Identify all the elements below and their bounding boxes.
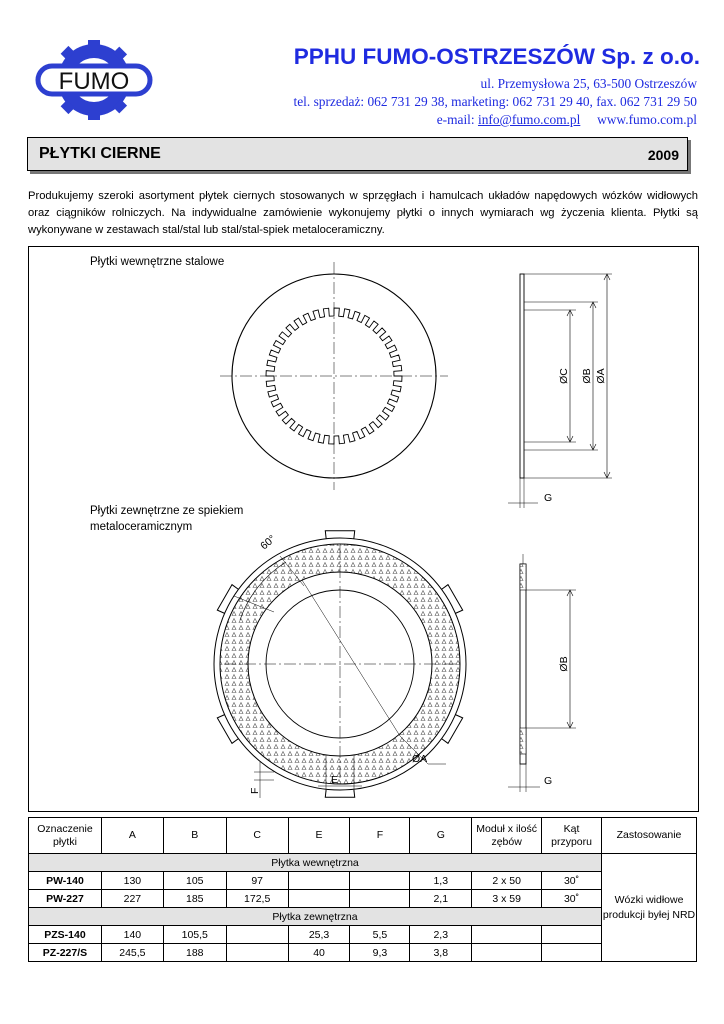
- cell-angle: [542, 926, 602, 944]
- company-phones: tel. sprzedaż: 062 731 29 38, marketing: 062 731 29 40, fax. 062 731 29 50: [293, 94, 697, 109]
- dim-a-label: ØA: [595, 368, 607, 384]
- group-label: Płytka wewnętrzna: [29, 854, 602, 872]
- cell-code: PZ-227/S: [29, 944, 102, 962]
- company-address: ul. Przemysłowa 25, 63-500 Ostrzeszów: [480, 76, 697, 91]
- cell-b: 105,5: [163, 926, 226, 944]
- table-row: [29, 890, 697, 908]
- dim-g-outer-label: G: [544, 775, 553, 787]
- specs-table: [28, 817, 697, 962]
- col-header-application: Zastosowanie: [602, 818, 697, 854]
- group-row-outer: [29, 908, 697, 926]
- cell-c: [226, 944, 288, 962]
- col-header-f: F: [350, 818, 410, 854]
- intro-paragraph: Produkujemy szeroki asortyment płytek ciernych stosowanych w sprzęgłach i hamulcach układów napędowych wózków widłowych oraz ciągników rolniczych. Na indywidualne zamówienie wykonujemy płytki o innych wymiarach wg życzenia klienta. Płytki są wykonywane w zestawach stal/stal lub stal/stal-spiek metaloceramiczny.: [28, 190, 698, 236]
- cell-a: 227: [101, 890, 163, 908]
- cell-g: 3,8: [410, 944, 472, 962]
- cell-code: PW-227: [29, 890, 102, 908]
- contact-line: [200, 112, 697, 128]
- cell-f: 5,5: [350, 926, 410, 944]
- cell-g: 1,3: [410, 872, 472, 890]
- dim-a-outer-label: ØA: [412, 753, 428, 765]
- col-header-a: A: [101, 818, 163, 854]
- dim-f-label: F: [249, 787, 261, 794]
- cell-g: 2,3: [410, 926, 472, 944]
- col-header-c: C: [226, 818, 288, 854]
- cell-c: 172,5: [226, 890, 288, 908]
- cell-module: 2 x 50: [472, 872, 542, 890]
- cell-a: 140: [101, 926, 163, 944]
- table-row: [29, 944, 697, 962]
- cell-angle: [542, 944, 602, 962]
- group-label: Płytka zewnętrzna: [29, 908, 602, 926]
- group-row-inner: [29, 854, 697, 872]
- dim-g-label: G: [544, 492, 553, 504]
- catalog-year: 2009: [647, 147, 679, 163]
- fumo-logo: [30, 40, 160, 120]
- application-cell: Wózki widłowe produkcji byłej NRD: [602, 854, 697, 962]
- dim-b-outer-label: ØB: [558, 656, 570, 672]
- angle-60-label: 60°: [258, 532, 279, 553]
- dim-b-label: ØB: [581, 368, 593, 384]
- cell-e: 25,3: [288, 926, 350, 944]
- col-header-angle: Kąt przyporu: [542, 818, 602, 854]
- email-link[interactable]: info@fumo.com.pl: [477, 112, 581, 127]
- cell-f: 9,3: [350, 944, 410, 962]
- cell-a: 245,5: [101, 944, 163, 962]
- outer-plate-caption: Płytki zewnętrzne ze spiekiem metaloceramicznym: [90, 505, 244, 533]
- cell-g: 2,1: [410, 890, 472, 908]
- website-link[interactable]: www.fumo.com.pl: [597, 112, 697, 127]
- technical-drawing: [28, 246, 699, 812]
- cell-c: 97: [226, 872, 288, 890]
- cell-module: [472, 944, 542, 962]
- col-header-e: E: [288, 818, 350, 854]
- cell-module: 3 x 59: [472, 890, 542, 908]
- cell-e: [288, 890, 350, 908]
- dim-c-label: ØC: [558, 368, 570, 384]
- outer-plate-side-view: [508, 554, 576, 792]
- inner-plate-front-view: [220, 262, 448, 490]
- cell-a: 130: [101, 872, 163, 890]
- cell-e: [288, 872, 350, 890]
- col-header-g: G: [410, 818, 472, 854]
- cell-b: 105: [163, 872, 226, 890]
- cell-code: PW-140: [29, 872, 102, 890]
- cell-b: 185: [163, 890, 226, 908]
- col-header-b: B: [163, 818, 226, 854]
- logo-text: FUMO: [58, 68, 130, 95]
- cell-b: 188: [163, 944, 226, 962]
- title-bar: [27, 137, 688, 171]
- company-name: PPHU FUMO-OSTRZESZÓW Sp. z o.o.: [293, 44, 700, 69]
- cell-e: 40: [288, 944, 350, 962]
- table-row: [29, 926, 697, 944]
- dim-e-label: E: [331, 774, 339, 786]
- col-header-code: Oznaczenie płytki: [29, 818, 102, 854]
- cell-angle: 30˚: [542, 872, 602, 890]
- outer-plate-front-view: [214, 531, 466, 798]
- cell-angle: 30˚: [542, 890, 602, 908]
- table-header-row: [29, 818, 697, 854]
- cell-f: [350, 872, 410, 890]
- inner-plate-side-view: [508, 274, 612, 508]
- col-header-module: Moduł x ilość zębów: [472, 818, 542, 854]
- page-title: PŁYTKI CIERNE: [39, 145, 161, 162]
- cell-module: [472, 926, 542, 944]
- cell-f: [350, 890, 410, 908]
- email-label: e-mail:: [436, 112, 478, 127]
- cell-code: PZS-140: [29, 926, 102, 944]
- inner-plate-caption: Płytki wewnętrzne stalowe: [90, 256, 225, 268]
- cell-c: [226, 926, 288, 944]
- table-row: [29, 872, 697, 890]
